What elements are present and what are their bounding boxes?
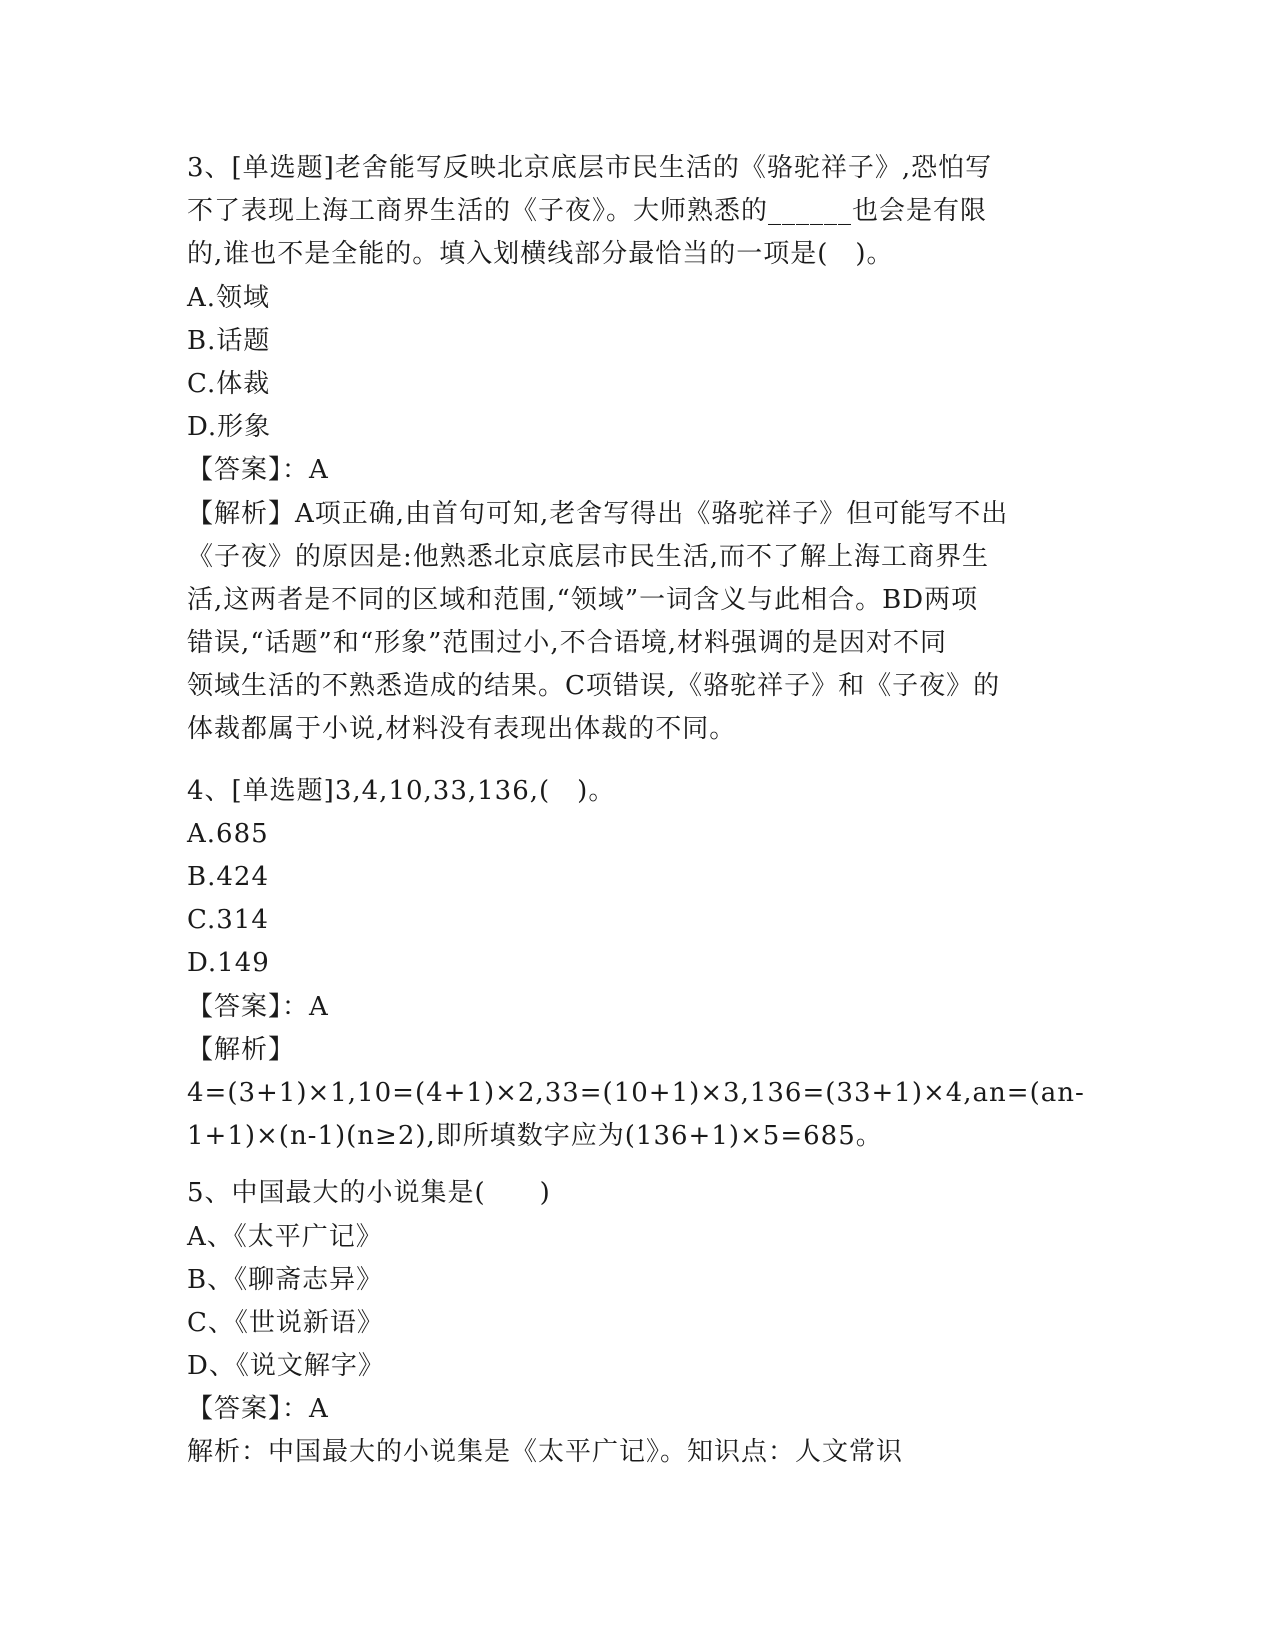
question-4-option-d: D.149 [187,948,270,979]
question-5-analysis: 解析：中国最大的小说集是《太平广记》。知识点：人文常识 [187,1437,904,1468]
question-3-analysis-line-4: 错误,“话题”和“形象”范围过小,不合语境,材料强调的是因对不同 [187,628,947,659]
question-4 [187,770,1087,1159]
question-4-analysis-heading: 【解析】 [187,1034,296,1065]
question-4-stem: 4、[单选题]3,4,10,33,136,( )。 [187,775,616,806]
question-3-option-c: C.体裁 [187,368,271,399]
question-3-option-d: D.形象 [187,412,272,443]
spacer [187,752,1087,770]
question-3-option-a: A.领域 [187,282,271,313]
question-4-analysis-line-2: 1+1)×(n-1)(n≥2),即所填数字应为(136+1)×5=685。 [187,1121,883,1152]
question-3 [187,147,1087,752]
question-4-answer: 【答案】：A [187,991,329,1022]
question-5 [187,1172,1087,1474]
question-3-stem-line-2: 不了表现上海工商界生活的《子夜》。大师熟悉的______也会是有限 [187,196,988,227]
question-3-analysis-line-6: 体裁都属于小说,材料没有表现出体裁的不同。 [187,714,737,745]
question-3-stem-line-1: 3、[单选题]老舍能写反映北京底层市民生活的《骆驼祥子》,恐怕写 [187,153,993,183]
question-5-option-d: D、《说文解字》 [187,1351,385,1382]
question-3-analysis-line-2: 《子夜》的原因是:他熟悉北京底层市民生活,而不了解上海工商界生 [187,541,990,572]
question-4-option-c: C.314 [187,905,269,936]
spacer [187,1158,1087,1172]
question-5-answer: 【答案】：A [187,1394,329,1425]
question-3-answer: 【答案】：A [187,455,329,486]
question-3-option-b: B.话题 [187,325,271,356]
question-4-option-b: B.424 [187,862,269,892]
question-5-option-c: C、《世说新语》 [187,1307,384,1338]
question-3-analysis-line-5: 领域生活的不熟悉造成的结果。C项错误,《骆驼祥子》和《子夜》的 [187,671,1001,702]
question-4-option-a: A.685 [187,818,269,849]
question-3-stem-line-3: 的,谁也不是全能的。填入划横线部分最恰当的一项是( )。 [187,239,894,270]
question-3-analysis-line-3: 活,这两者是不同的区域和范围,“领域”一词含义与此相合。BD两项 [187,584,979,615]
question-5-stem: 5、中国最大的小说集是( ) [187,1178,551,1209]
document-page [187,147,1087,1475]
question-5-option-b: B、《聊斋志异》 [187,1264,384,1295]
question-3-analysis-line-1: 【解析】A项正确,由首句可知,老舍写得出《骆驼祥子》但可能写不出 [187,498,1009,529]
question-5-option-a: A、《太平广记》 [187,1221,383,1252]
question-4-analysis-line-1: 4=(3+1)×1,10=(4+1)×2,33=(10+1)×3,136=(33+1)×4,an=(an- [187,1077,1085,1108]
